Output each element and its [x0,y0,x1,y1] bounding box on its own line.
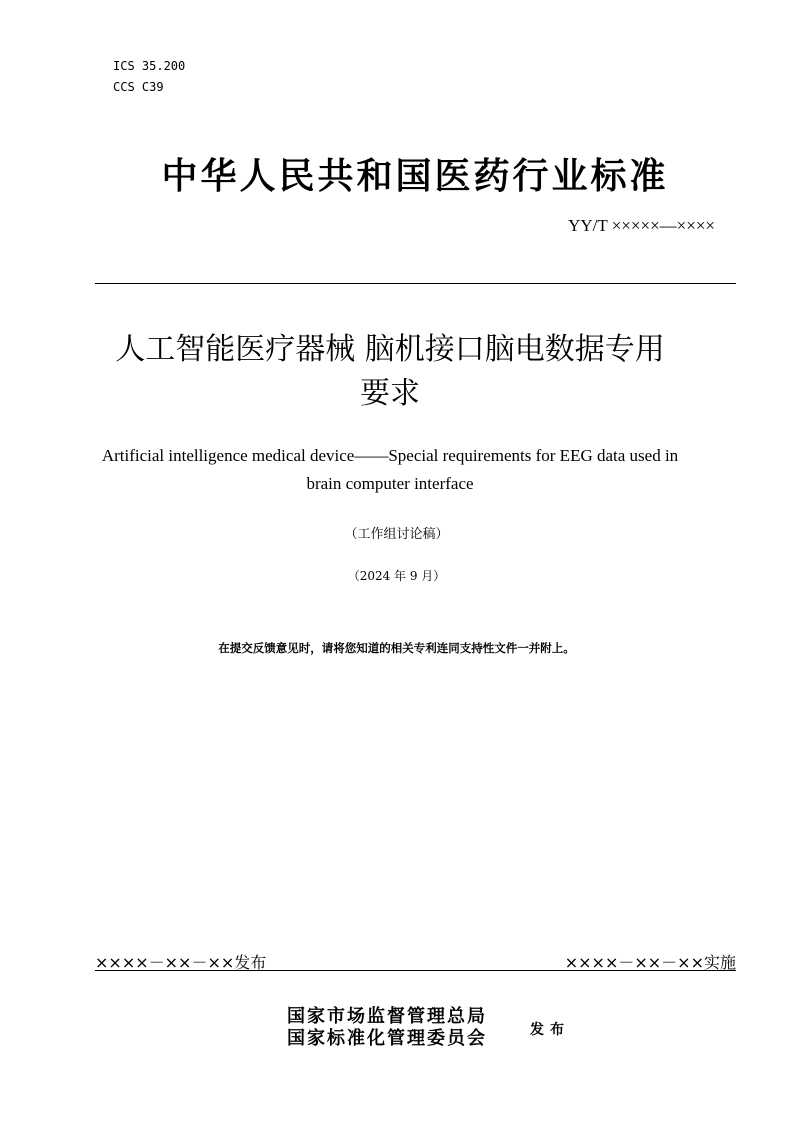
title-zh-line2: 要求 [360,376,420,411]
bottom-divider [95,970,736,971]
implement-date: ××××－××－××实施 [564,953,736,972]
title-en-line1: Artificial intelligence medical device——Special requirements for EEG data used in [101,446,679,465]
document-title-en [60,442,720,498]
top-divider [95,283,736,284]
draft-date: （2024 年 9 月） [347,569,446,583]
publish-date: ××××－××－××发布 [95,953,267,972]
issuing-authorities [287,1006,487,1050]
ics-code: ICS 35.200 [113,59,186,73]
standard-number: YY/T ×××××—×××× [568,216,715,235]
standard-category-title: 中华人民共和国医药行业标准 [161,155,669,197]
issuer-sac: 国家标准化管理委员会 [287,1028,487,1049]
issuer-samr: 国家市场监督管理总局 [287,1006,487,1027]
patent-notice: 在提交反馈意见时，请将您知道的相关专利连同支持性文件一并附上。 [218,641,575,655]
draft-stage: （工作组讨论稿） [344,527,449,542]
classification-codes [113,56,185,98]
document-title-zh [60,328,720,416]
title-en-line2: brain computer interface [306,474,474,493]
issued-label: 发布 [530,1022,570,1038]
title-zh-line1: 人工智能医疗器械 脑机接口脑电数据专用 [115,332,665,367]
ccs-code: CCS C39 [113,80,164,94]
